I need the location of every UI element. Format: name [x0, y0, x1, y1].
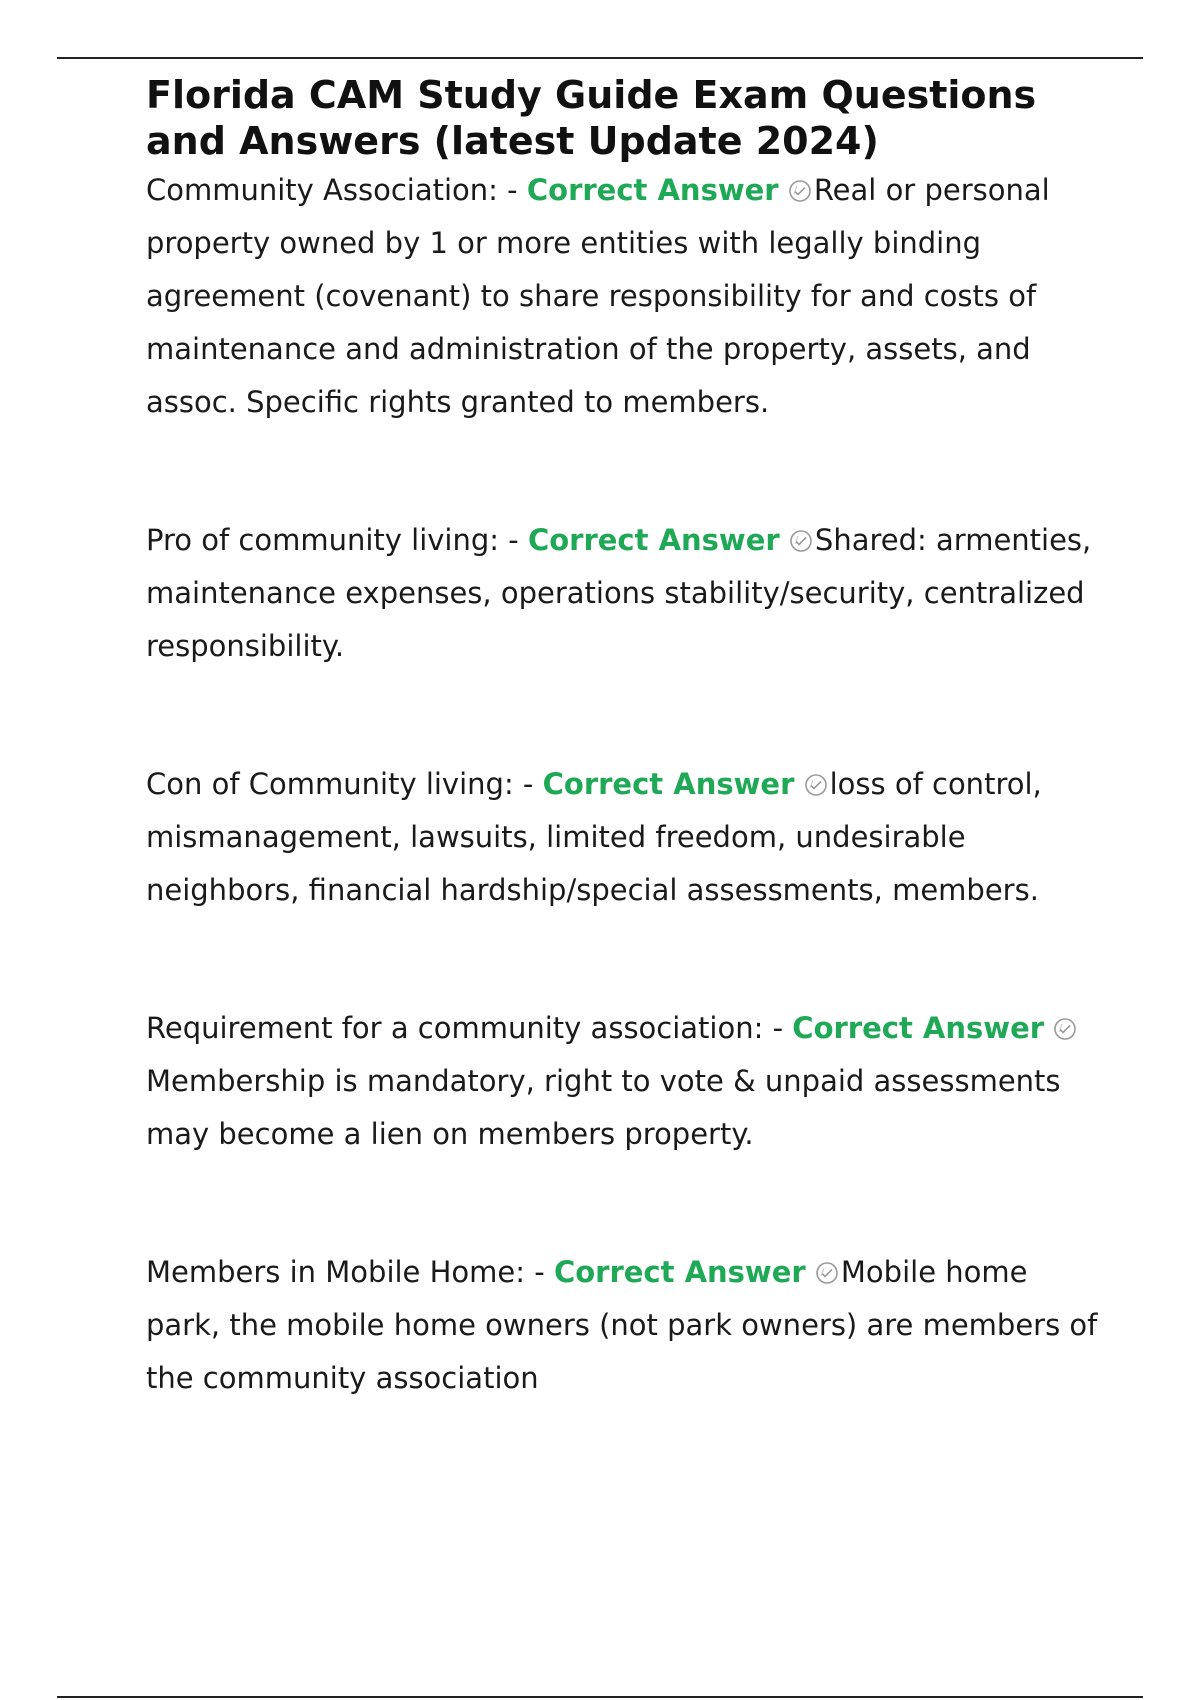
answer-text: Real or personal property owned by 1 or more entities with legally binding agreement (covenant) to share responsibility for and costs of maintenance and administration of the property, assets, and assoc. Specific rights granted to members. [146, 173, 1050, 419]
qa-entry-3 [146, 758, 1106, 917]
page-title: Florida CAM Study Guide Exam Questions and Answers (latest Update 2024) [146, 73, 1037, 163]
qa-entry-1 [146, 164, 1106, 429]
question-text: Pro of community living: [146, 523, 500, 557]
separator: - [499, 523, 528, 557]
correct-answer-tag: Correct Answer [792, 1011, 1045, 1045]
correct-answer-tag: Correct Answer [553, 1255, 806, 1289]
qa-entry-5 [146, 1246, 1106, 1405]
separator: - [763, 1011, 793, 1045]
bottom-rule [57, 1696, 1143, 1698]
question-text: Con of Community living: [146, 767, 514, 801]
correct-answer-tag: Correct Answer [526, 173, 779, 207]
check-circle-icon [1053, 1017, 1077, 1041]
correct-answer-tag: Correct Answer [527, 523, 780, 557]
document-body [146, 72, 1106, 1490]
question-text: Requirement for a community association: [146, 1011, 764, 1045]
check-circle-icon [804, 773, 828, 797]
answer-text: Mobile home park, the mobile home owners (not park owners) are members of the community association [146, 1255, 1098, 1395]
answer-text: Shared: armenties, maintenance expenses, operations stability/security, centralized responsibility. [146, 523, 1092, 663]
question-text: Community Association: [146, 173, 498, 207]
top-rule [57, 57, 1143, 59]
check-circle-icon [815, 1261, 839, 1285]
answer-text: Membership is mandatory, right to vote & unpaid assessments may become a lien on members property. [146, 1064, 1061, 1151]
question-text: Members in Mobile Home: [146, 1255, 526, 1289]
separator: - [513, 767, 543, 801]
qa-entry-2 [146, 514, 1106, 673]
check-circle-icon [789, 529, 813, 553]
correct-answer-tag: Correct Answer [542, 767, 795, 801]
separator: - [497, 173, 527, 207]
qa-entry-4 [146, 1002, 1106, 1161]
separator: - [525, 1255, 554, 1289]
check-circle-icon [788, 179, 812, 203]
answer-text: loss of control, mismanagement, lawsuits, limited freedom, undesirable neighbors, financial hardship/special assessments, members. [146, 767, 1042, 907]
